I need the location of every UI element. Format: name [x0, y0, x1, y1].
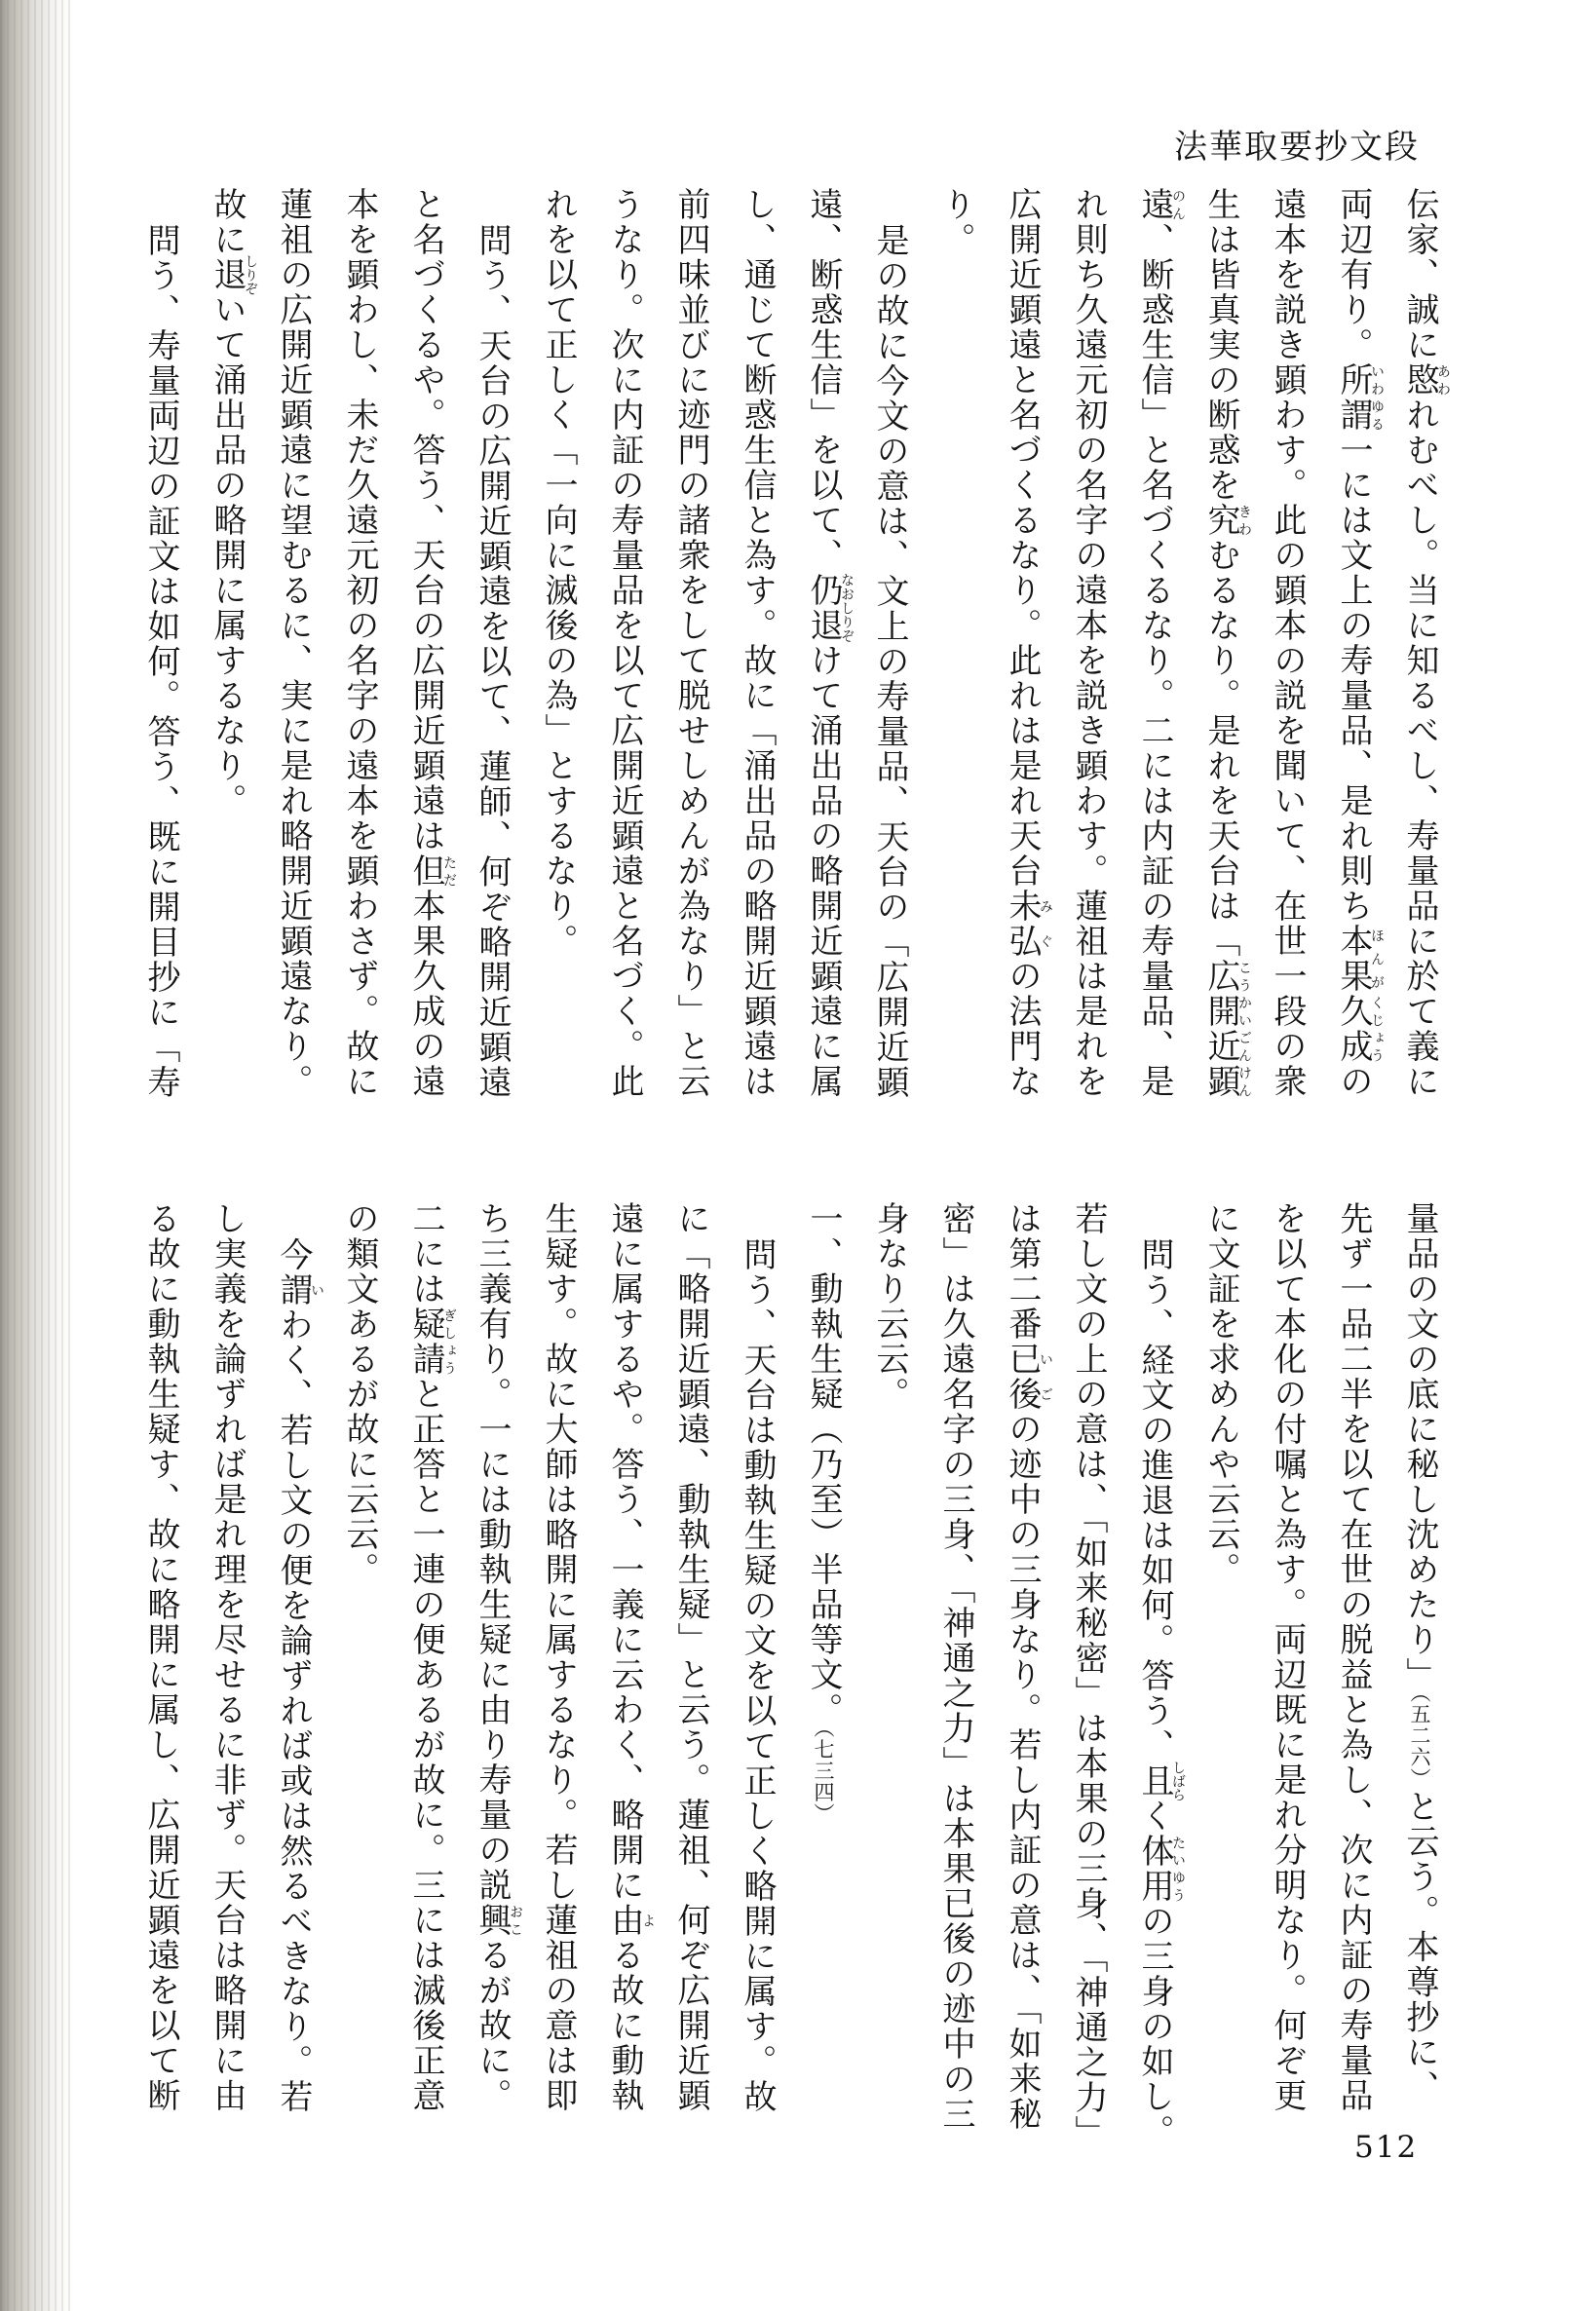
text-column: と名づくるや。答う、天台の広開近顕遠は但ただ本果久成の遠	[406, 187, 457, 1099]
text-column: 故に退しりぞいて涌出品の略開に属するなり。	[208, 187, 258, 818]
text-column: 生疑す。故に大師は略開に属するなり。若し蓮祖の意は即	[539, 1201, 578, 2113]
text-column: ち三義有り。一には動執生疑に由り寿量の説興おこるが故に。	[473, 1201, 523, 2113]
text-column: は第二番已後いごの迹中の三身なり。若し内証の意は、「如来秘	[1003, 1201, 1053, 2132]
text-column: 蓮祖の広開近顕遠に望むるに、実に是れ略開近顕遠なり。	[274, 187, 313, 1099]
text-column: に文証を求めんや云云。	[1201, 1201, 1240, 1587]
text-column: 問う、経文の進退は如何。答う、且しばらく体用たいゆうの三身の如し。	[1135, 1237, 1186, 2149]
text-column: 若し文の上の意は、「如来秘密」は本果の三身、「神通之力」	[1069, 1201, 1108, 2150]
citation-ref: （七三四）	[812, 1727, 835, 1825]
text-column: 量品の文の底に秘し沈めたり」（五二六）と云う。本尊抄に、	[1400, 1201, 1439, 2105]
text-column: 問う、寿量両辺の証文は如何。答う、既に開目抄に「寿	[141, 223, 180, 1100]
page-number: 512	[1354, 2130, 1419, 2165]
text-column: 今謂いわく、若し文の便を論ずれば或は然るべきなり。若	[274, 1237, 324, 2114]
text-column: 二には疑請ぎしょうと正答と一連の便あるが故に。三には滅後正意	[406, 1201, 457, 2113]
text-column: 伝家、誠に愍あわれむべし。当に知るべし、寿量品に於て義に	[1400, 187, 1451, 1099]
text-column: 一、動執生疑（乃至）半品等文。（七三四）	[804, 1201, 843, 1825]
text-column: 両辺有り。所謂いわゆる一には文上の寿量品、是れ則ち本果ほんが久成くじょうの	[1334, 187, 1385, 1099]
text-column: の類文あるが故に云云。	[340, 1201, 379, 1587]
text-column: し実義を論ずれば是れ理を尽せるに非ず。天台は略開に由	[208, 1201, 247, 2113]
text-column: 密」は久遠名字の三身、「神通之力」は本果已後の迹中の三	[936, 1201, 975, 2132]
text-column: 遠のん、断惑生信」と名づくるなり。二には内証の寿量品、是	[1135, 187, 1186, 1099]
main-text-block-upper	[128, 187, 1453, 1147]
text-column: る故に動執生疑す、故に略開に属し、広開近顕遠を以て断	[141, 1201, 180, 2113]
text-column: 先ず一品二半を以て在世の脱益と為し、次に内証の寿量品	[1334, 1201, 1373, 2113]
text-column: 生は皆真実の断惑を究きわむるなり。是れを天台は「広開近顕こうかいごんけん	[1201, 187, 1252, 1099]
text-column: うなり。次に内証の寿量品を以て広開近顕遠と名づく。此	[605, 187, 644, 1099]
text-column: 遠に属するや。答う、一義に云わく、略開に由よる故に動執	[605, 1201, 656, 2113]
text-column: し、通じて断惑生信と為す。故に「涌出品の略開近顕遠は	[738, 187, 777, 1099]
main-text-block-lower	[128, 1201, 1453, 2161]
book-binding-edge	[0, 0, 74, 2311]
text-column: に「略開近顕遠、動執生疑」と云う。蓮祖、何ぞ広開近顕	[671, 1201, 710, 2113]
text-column: り。	[936, 187, 975, 257]
text-column: 前四味並びに迹門の諸衆をして脱せしめんが為なり」と云	[671, 187, 710, 1099]
text-column: れを以て正しく「一向に滅後の為」とするなり。	[539, 187, 578, 959]
text-column: 遠、断惑生信」を以て、仍退なおしりぞけて涌出品の略開近顕遠に属	[804, 187, 855, 1099]
text-column: 身なり云云。	[870, 1201, 909, 1412]
text-column: 問う、天台の広開近顕遠を以て、蓮師、何ぞ略開近顕遠	[473, 223, 512, 1100]
text-column: 遠本を説き顕わす。此の顕本の説を聞いて、在世一段の衆	[1268, 187, 1307, 1099]
citation-ref: （五二六）	[1408, 1692, 1431, 1790]
text-column: を以て本化の付嘱と為す。両辺既に是れ分明なり。何ぞ更	[1268, 1201, 1307, 2113]
text-column: 本を顕わし、未だ久遠元初の名字の遠本を顕わさず。故に	[340, 187, 379, 1099]
text-column: 広開近顕遠と名づくるなり。此れは是れ天台未弘みぐの法門な	[1003, 187, 1053, 1099]
text-column: れ則ち久遠元初の名字の遠本を説き顕わす。蓮祖は是れを	[1069, 187, 1108, 1099]
text-column: 是の故に今文の意は、文上の寿量品、天台の「広開近顕	[870, 223, 909, 1100]
running-head-title: 法華取要抄文段	[1174, 128, 1420, 167]
text-column: 問う、天台は動執生疑の文を以て正しく略開に属す。故	[738, 1237, 777, 2114]
